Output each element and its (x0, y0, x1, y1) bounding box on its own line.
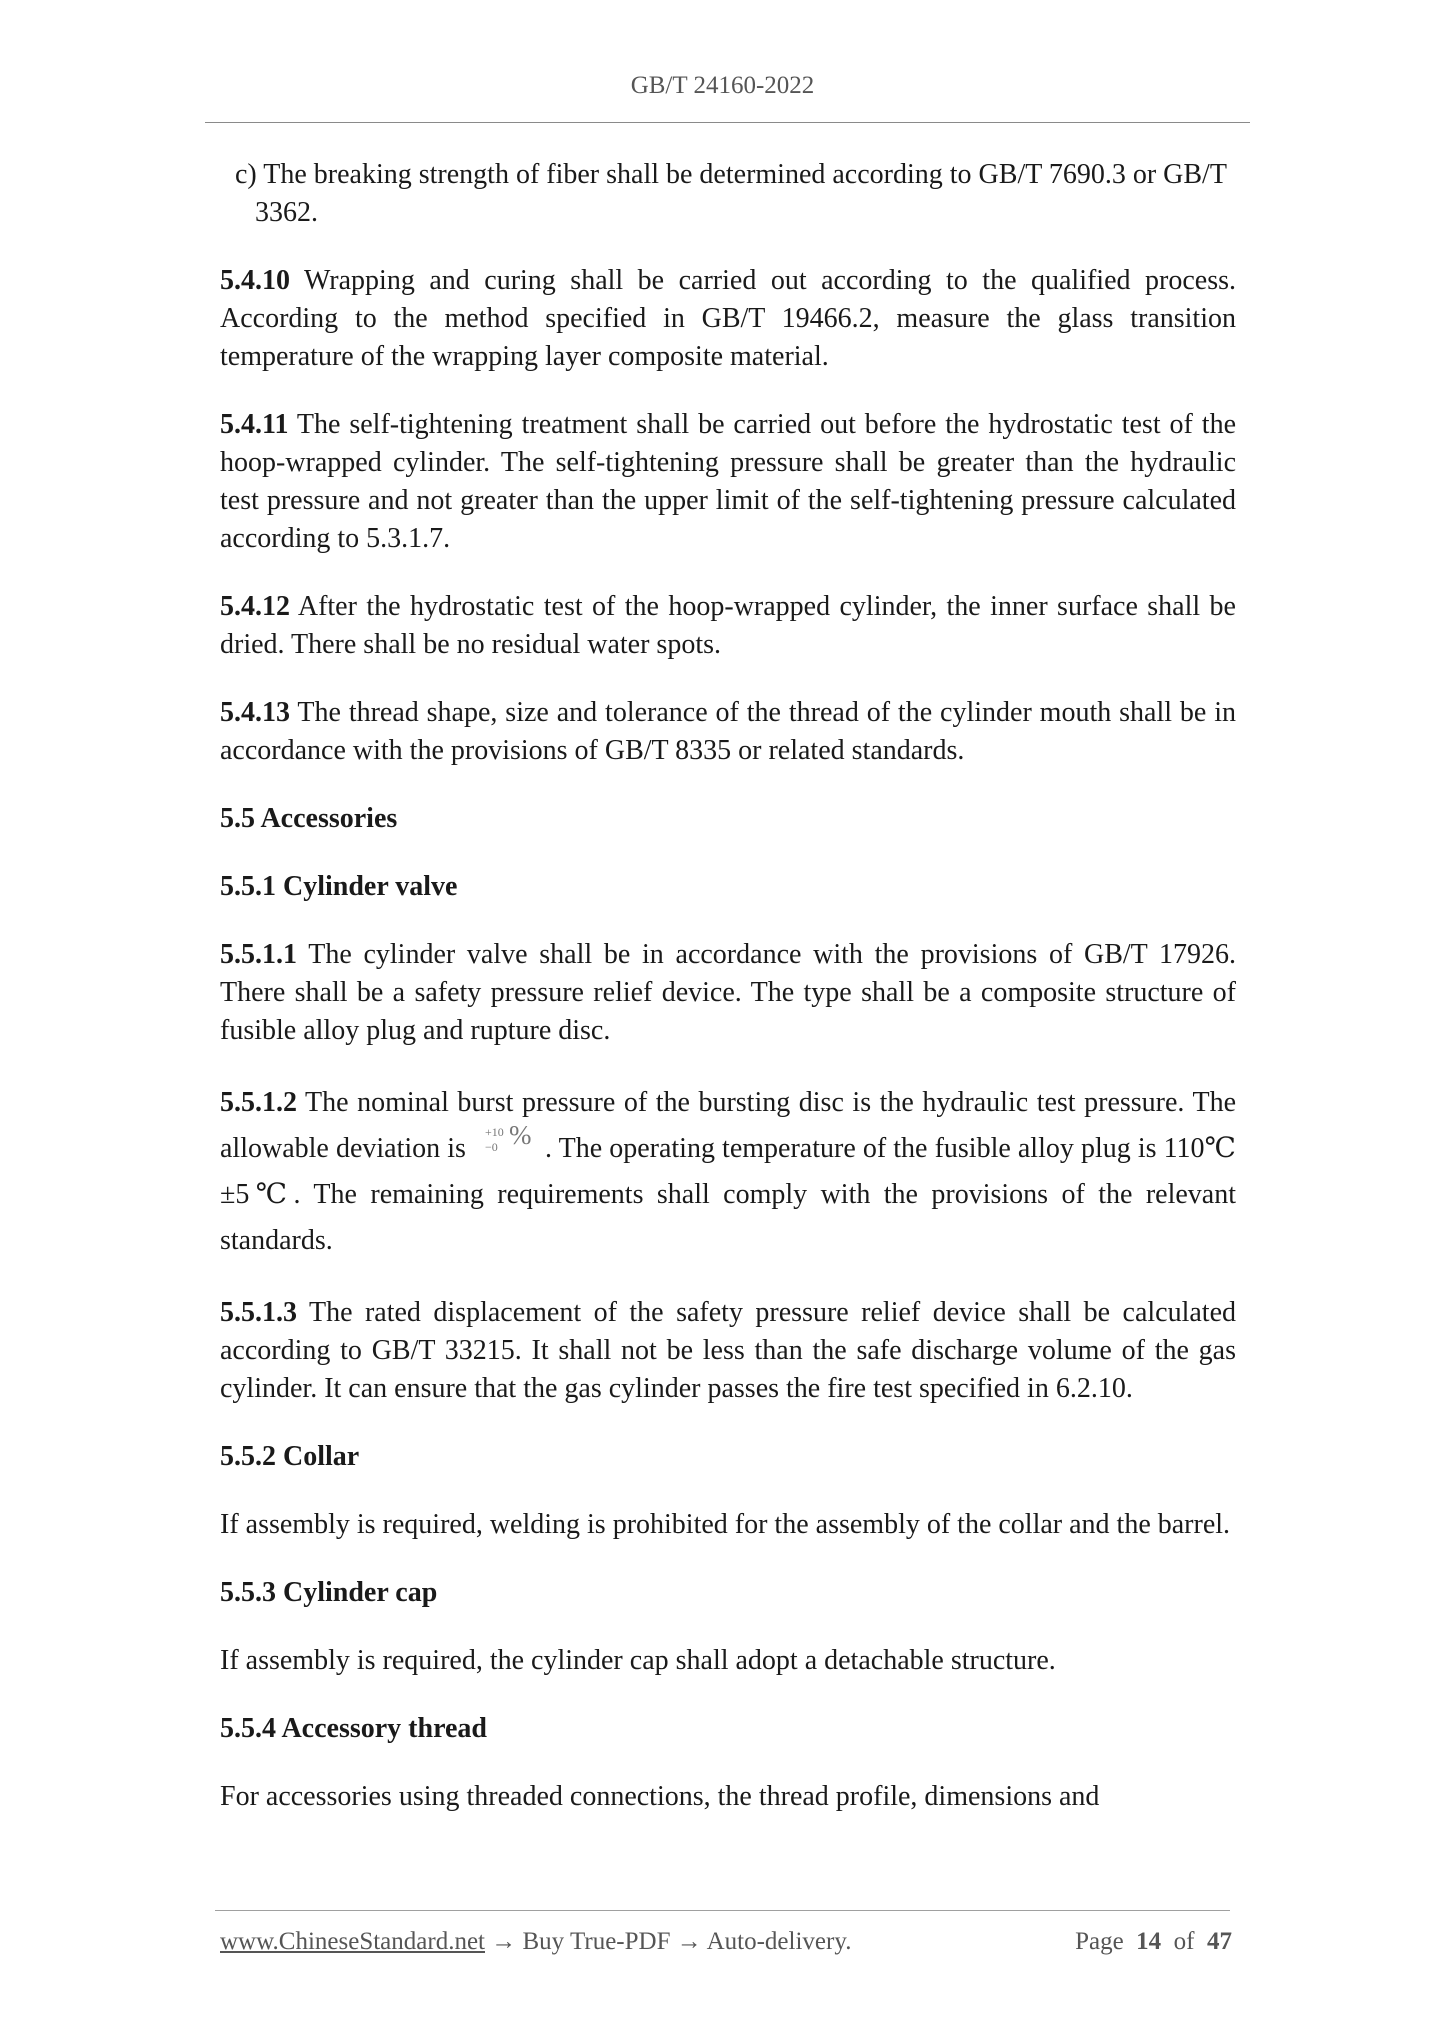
footer-promo (220, 1928, 851, 1956)
heading-5-5-1: 5.5.1 Cylinder valve (220, 871, 458, 902)
clause-text: The nominal burst pressure of the bursting disc is the hydraulic test pressure. The allowable deviation is (220, 1087, 1236, 1164)
clause-5-4-11 (220, 406, 1236, 558)
page-total: 47 (1207, 1928, 1232, 1955)
page-header: GB/T 24160-2022 (630, 72, 815, 99)
document-body (220, 156, 1236, 1846)
list-item-c: c) The breaking strength of fiber shall be determined according to GB/T 7690.3 or GB/T 3362. (235, 159, 1227, 228)
promo-text: → Buy True-PDF → Auto-delivery. (485, 1928, 852, 1955)
tolerance-minus: −0 (485, 1140, 498, 1154)
website-link[interactable]: www.ChineseStandard.net (220, 1928, 485, 1955)
clause-text: The thread shape, size and tolerance of the thread of the cylinder mouth shall be in accordance with the provisions of GB/T 8335 or related standards. (220, 697, 1236, 766)
heading-5-5: 5.5 Accessories (220, 803, 398, 834)
clause-5-5-1-2 (220, 1080, 1236, 1264)
heading-5-5-4: 5.5.4 Accessory thread (220, 1713, 487, 1744)
clause-text: The self-tightening treatment shall be carried out before the hydrostatic test of the hoop-wrapped cylinder. The self-tightening pressure shall be greater than the hydraulic test pressure and not greater than the upper limit of the self-tightening pressure calculated according to 5.3.1.7. (220, 409, 1236, 554)
of-label: of (1173, 1928, 1195, 1955)
clause-text: Wrapping and curing shall be carried out according to the qualified process. According to the method specified in GB/T 19466.2, measure the glass transition temperature of the wrapping layer composite material. (220, 265, 1236, 372)
clause-number: 5.5.1.2 (220, 1087, 297, 1118)
heading-5-5-2: 5.5.2 Collar (220, 1441, 360, 1472)
paragraph-collar: If assembly is required, welding is prohibited for the assembly of the collar and the barrel. (220, 1509, 1231, 1540)
clause-text-continued: . The operating temperature of the fusible alloy plug is 110℃±5℃. The remaining requirements shall comply with the provisions of the relevant standards. (220, 1133, 1236, 1256)
clause-number: 5.4.11 (220, 409, 289, 440)
page-number: 14 (1136, 1928, 1162, 1955)
clause-number: 5.5.1.3 (220, 1297, 297, 1328)
clause-text: After the hydrostatic test of the hoop-wrapped cylinder, the inner surface shall be dried. There shall be no residual water spots. (220, 591, 1236, 660)
heading-5-5-3: 5.5.3 Cylinder cap (220, 1577, 438, 1608)
clause-5-4-10 (220, 262, 1236, 376)
paragraph-cylinder-cap: If assembly is required, the cylinder cap shall adopt a detachable structure. (220, 1645, 1056, 1676)
clause-5-4-12 (220, 588, 1236, 664)
clause-5-5-1-1 (220, 936, 1236, 1050)
clause-number: 5.4.12 (220, 591, 290, 622)
clause-number: 5.4.13 (220, 697, 290, 728)
tolerance-unit: % (509, 1120, 532, 1150)
header-divider (205, 122, 1250, 123)
paragraph-accessory-thread: For accessories using threaded connections, the thread profile, dimensions and (220, 1781, 1100, 1812)
footer-divider (215, 1910, 1230, 1911)
tolerance-plus: +10 (485, 1125, 504, 1139)
page-indicator (1075, 1928, 1232, 1956)
clause-text: The cylinder valve shall be in accordance with the provisions of GB/T 17926. There shall be a safety pressure relief device. The type shall be a composite structure of fusible alloy plug and rupture disc. (220, 939, 1236, 1046)
clause-5-5-1-3 (220, 1294, 1236, 1408)
clause-number: 5.5.1.1 (220, 939, 297, 970)
clause-number: 5.4.10 (220, 265, 290, 296)
clause-text: The rated displacement of the safety pressure relief device shall be calculated according to GB/T 33215. It shall not be less than the safe discharge volume of the gas cylinder. It can ensure that the gas cylinder passes the fire test specified in 6.2.10. (220, 1297, 1236, 1404)
tolerance-formula (473, 1120, 545, 1164)
clause-5-4-13 (220, 694, 1236, 770)
page-label: Page (1075, 1928, 1124, 1955)
page-footer (220, 1928, 1232, 1956)
